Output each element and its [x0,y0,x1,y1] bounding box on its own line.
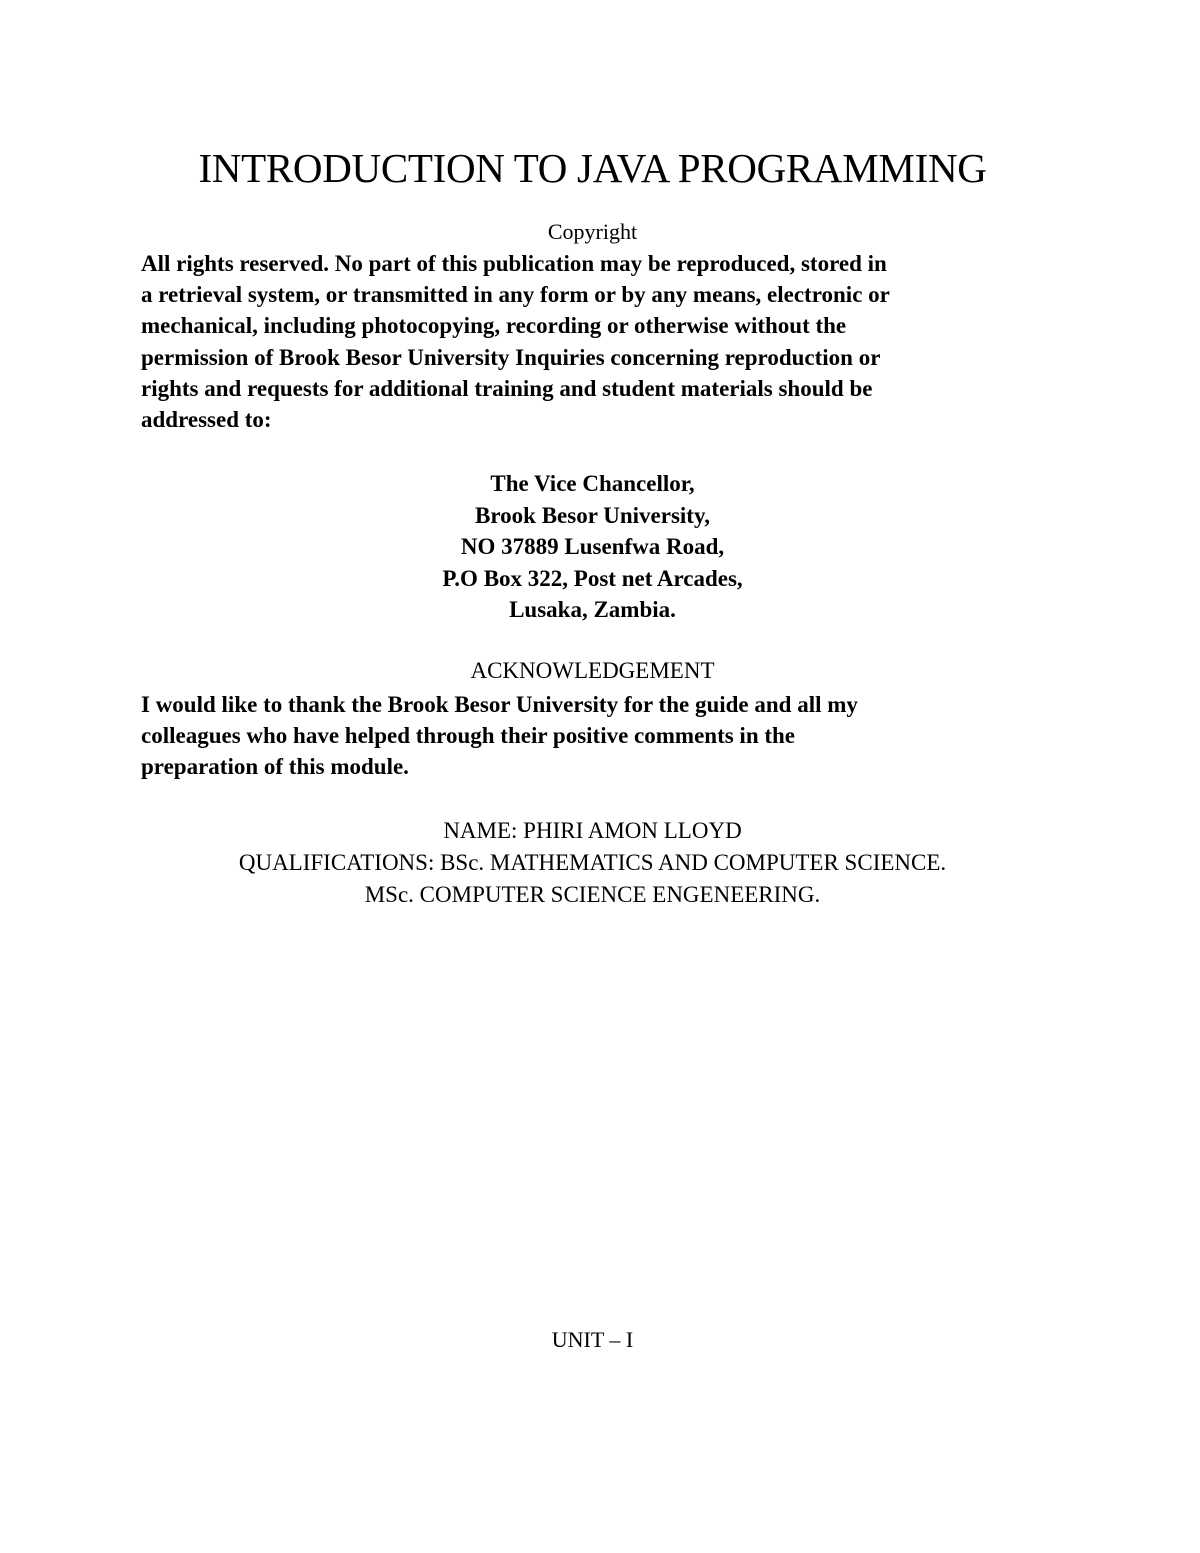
copyright-line: All rights reserved. No part of this publication may be reproduced, stored in [141,251,887,276]
postal-address [0,468,1185,626]
author-block [0,815,1185,911]
author-qualifications-continued: MSc. COMPUTER SCIENCE ENGENEERING. [364,882,821,907]
acknowledgement-text [141,689,1061,783]
acknowledgement-heading: ACKNOWLEDGEMENT [470,658,715,683]
address-line: P.O Box 322, Post net Arcades, [442,565,743,591]
copyright-line: rights and requests for additional training and student materials should be [141,375,873,401]
author-qualifications: QUALIFICATIONS: BSc. MATHEMATICS AND COMPUTER SCIENCE. [238,850,947,875]
copyright-line: a retrieval system, or transmitted in any form or by any means, electronic or [141,282,890,308]
unit-label: UNIT – I [551,1327,634,1352]
address-line: Lusaka, Zambia. [509,597,676,623]
copyright-notice [141,248,1061,435]
acknowledgement-line: preparation of this module. [141,754,409,780]
copyright-line: mechanical, including photocopying, recording or otherwise without the [141,313,847,339]
address-line: NO 37889 Lusenfwa Road, [460,534,725,560]
address-line: Brook Besor University, [475,502,710,528]
acknowledgement-line: I would like to thank the Brook Besor University for the guide and all my [141,692,858,717]
copyright-line: permission of Brook Besor University Inquiries concerning reproduction or [141,344,881,370]
copyright-line: addressed to: [141,407,272,433]
acknowledgement-line: colleagues who have helped through their positive comments in the [141,723,796,749]
author-name: NAME: PHIRI AMON LLOYD [443,818,742,843]
copyright-label: Copyright [547,219,638,244]
document-title: INTRODUCTION TO JAVA PROGRAMMING [198,145,987,191]
address-line: The Vice Chancellor, [490,471,695,496]
